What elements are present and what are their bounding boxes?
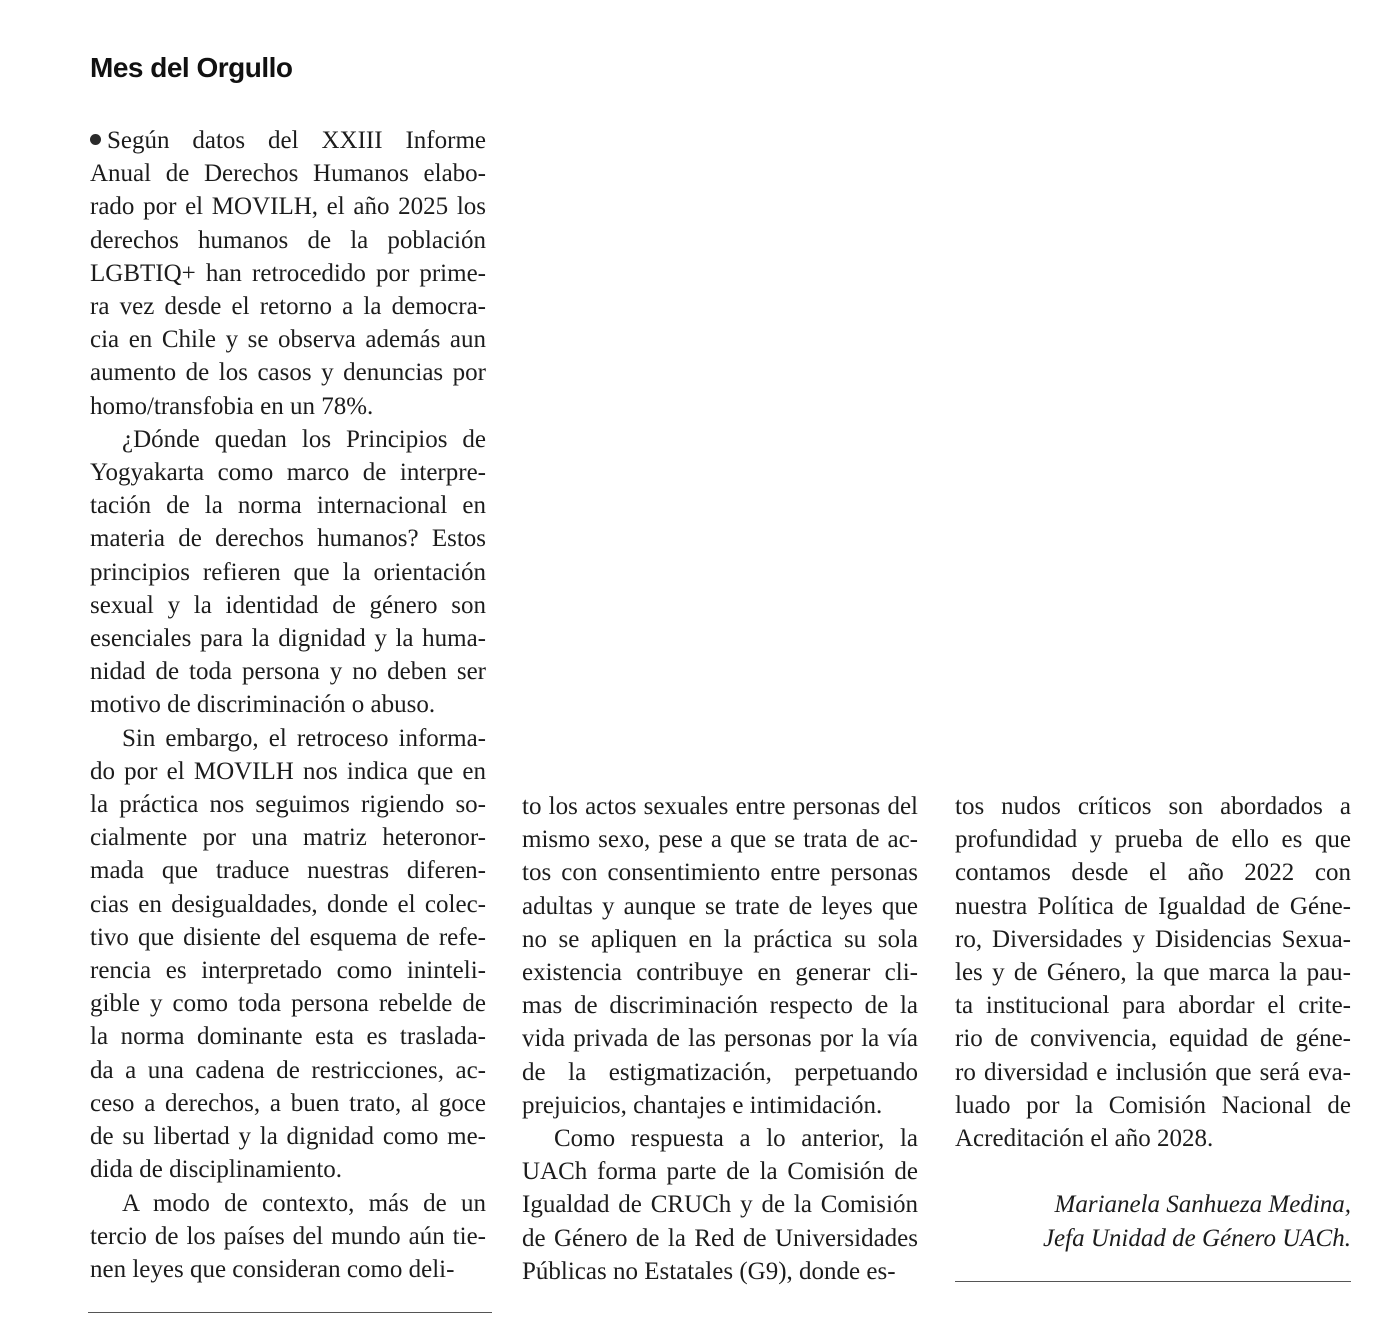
text-line: mas de discriminación respecto de la (522, 992, 918, 1020)
text-line: derechos humanos de la población (90, 226, 486, 254)
text-line: esenciales para la dignidad y la huma- (90, 625, 486, 653)
text-line: nuestra Política de Igualdad de Géne- (955, 892, 1351, 920)
text-line: dida de disciplinamiento. (90, 1156, 343, 1184)
text-line: gible y como toda persona rebelde de (90, 990, 486, 1018)
column-3-bottom-rule (955, 1281, 1351, 1282)
paragraph (955, 790, 1351, 1155)
bullet-icon (90, 134, 101, 145)
text-line: do por el MOVILH nos indica que en (90, 757, 486, 785)
text-line: nidad de toda persona y no deben ser (90, 658, 486, 686)
text-line: da a una cadena de restricciones, ac- (90, 1056, 486, 1084)
paragraph (522, 1122, 918, 1288)
text-line: luado por la Comisión Nacional de (955, 1091, 1351, 1119)
text-line: tos nudos críticos son abordados a (955, 793, 1351, 820)
headline: Mes del Orgullo (90, 52, 293, 83)
signature-name: Marianela Sanhueza Medina, (1054, 1191, 1351, 1218)
text-line: Como respuesta a lo anterior, la (554, 1125, 918, 1153)
text-line: tercio de los países del mundo aún tie- (90, 1222, 486, 1250)
text-line: cias en desigualdades, donde el colec- (90, 890, 486, 918)
text-line: rio de convivencia, equidad de géne- (955, 1025, 1351, 1053)
text-line: de su libertad y la dignidad como me- (90, 1123, 486, 1151)
text-line: de Género de la Red de Universidades (522, 1224, 918, 1252)
text-line: Acreditación el año 2028. (955, 1125, 1214, 1153)
text-line: ta institucional para abordar el crite- (955, 992, 1351, 1020)
text-line: existencia contribuye en generar cli- (522, 959, 918, 987)
text-line: no se apliquen en la práctica su sola (522, 925, 918, 953)
text-line: UACh forma parte de la Comisión de (522, 1158, 918, 1186)
paragraph (522, 790, 918, 1122)
text-line: LGBTIQ+ han retrocedido por prime- (90, 259, 486, 287)
signature-role: Jefa Unidad de Género UACh. (1042, 1225, 1351, 1252)
text-line: la práctica nos seguimos rigiendo so- (90, 791, 486, 819)
text-line: Públicas no Estatales (G9), donde es- (522, 1257, 896, 1285)
text-line: la norma dominante esta es traslada- (90, 1023, 486, 1051)
text-line: vida privada de las personas por la vía (522, 1025, 918, 1053)
text-line: adultas y aunque se trate de leyes que (522, 892, 918, 920)
text-line: contamos desde el año 2022 con (955, 859, 1351, 887)
text-line: homo/transfobia en un 78%. (90, 392, 374, 420)
text-line: ceso a derechos, a buen trato, al goce (90, 1089, 486, 1117)
text-line: rencia es interpretado como ininteli- (90, 957, 486, 985)
text-line: les y de Género, la que marca la pau- (955, 959, 1351, 987)
text-line: Sin embargo, el retroceso informa- (122, 724, 486, 752)
article-column-1 (90, 124, 486, 1286)
text-line: tos con consentimiento entre personas (522, 859, 918, 887)
text-line: cialmente por una matriz heteronor- (90, 824, 486, 852)
text-line: materia de derechos humanos? Estos (90, 525, 486, 553)
text-line: mada que traduce nuestras diferen- (90, 857, 486, 885)
text-line: profundidad y prueba de ello es que (955, 826, 1351, 854)
text-line: Igualdad de CRUCh y de la Comisión (522, 1191, 918, 1219)
text-line: rado por el MOVILH, el año 2025 los (90, 193, 486, 221)
text-line: A modo de contexto, más de un (122, 1189, 486, 1217)
paragraph (90, 722, 486, 1187)
paragraph (90, 124, 486, 423)
text-line: cia en Chile y se observa además aun (90, 326, 486, 354)
text-line: principios refieren que la orientación (90, 558, 486, 586)
text-line: prejuicios, chantajes e intimidación. (522, 1091, 883, 1119)
text-line: Según datos del XXIII Informe (107, 127, 486, 154)
article-column-2 (522, 790, 918, 1288)
text-line: Yogyakarta como marco de interpre- (90, 459, 486, 487)
text-line: tivo que disiente del esquema de refe- (90, 923, 486, 951)
text-line: ro diversidad e inclusión que será eva- (955, 1058, 1351, 1086)
text-line: ra vez desde el retorno a la democra- (90, 293, 486, 321)
text-line: sexual y la identidad de género son (90, 591, 486, 619)
column-1-bottom-rule (88, 1312, 492, 1313)
text-line: tación de la norma internacional en (90, 492, 486, 520)
text-line: mismo sexo, pese a que se trata de ac- (522, 826, 918, 854)
paragraph (90, 1187, 486, 1287)
text-line: Anual de Derechos Humanos elabo- (90, 160, 486, 188)
text-line: ro, Diversidades y Disidencias Sexua- (955, 925, 1351, 953)
paragraph (90, 423, 486, 722)
article-column-3 (955, 790, 1351, 1155)
text-line: motivo de discriminación o abuso. (90, 691, 436, 719)
text-line: to los actos sexuales entre personas del (522, 793, 918, 820)
text-line: de la estigmatización, perpetuando (522, 1058, 918, 1086)
text-line: aumento de los casos y denuncias por (90, 359, 486, 387)
text-line: nen leyes que consideran como deli- (90, 1255, 455, 1283)
text-line: ¿Dónde quedan los Principios de (122, 425, 486, 453)
